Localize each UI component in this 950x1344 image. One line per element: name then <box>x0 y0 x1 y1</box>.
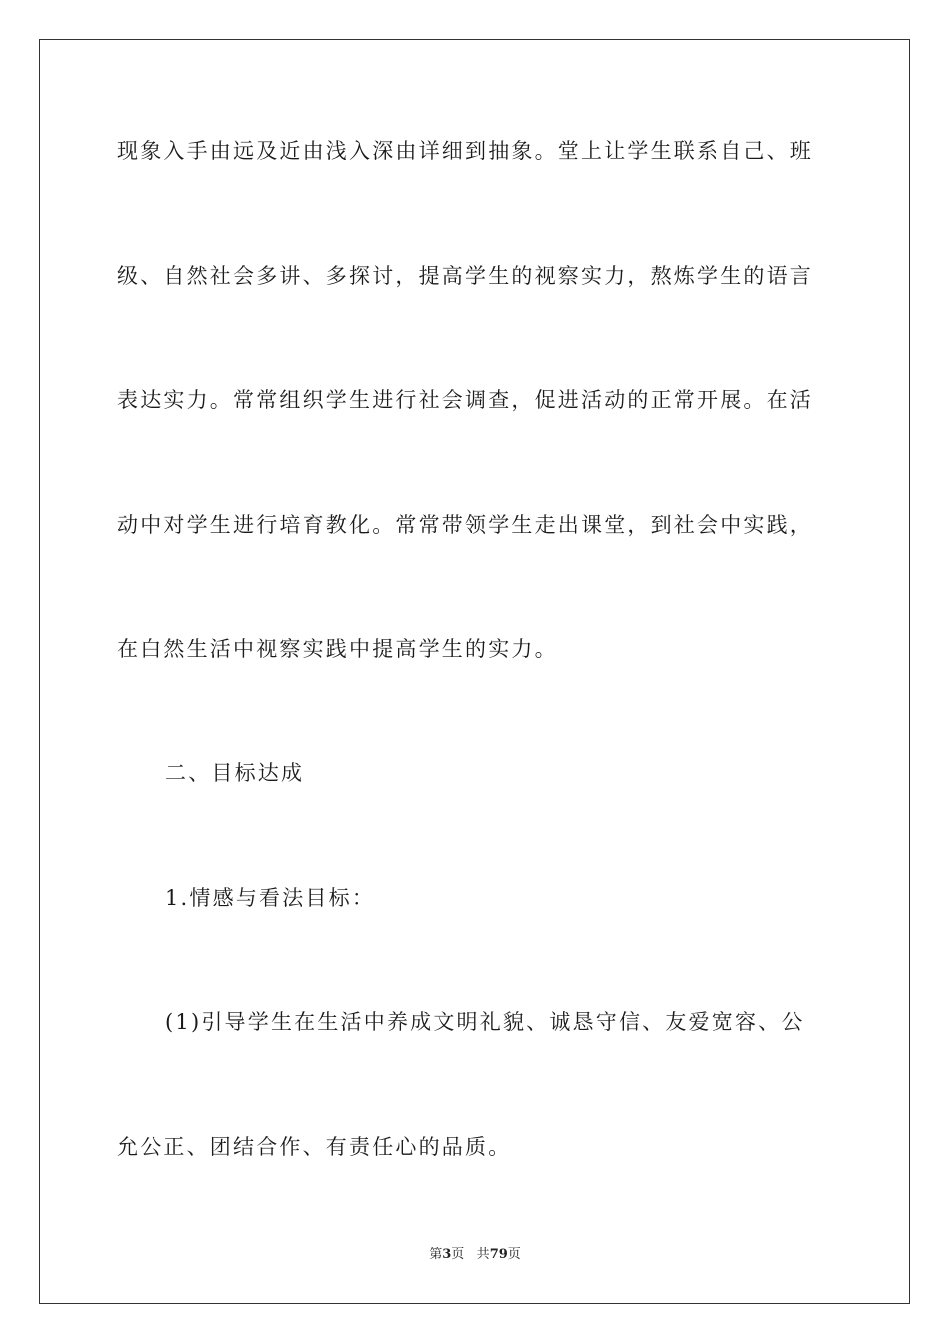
item-line-1: (1)引导学生在生活中养成文明礼貌、诚恳守信、友爱宽容、公 <box>165 1010 805 1034</box>
paragraph-line-3: 表达实力。常常组织学生进行社会调查，促进活动的正常开展。在活 <box>117 388 813 412</box>
paragraph-line-2: 级、自然社会多讲、多探讨，提高学生的视察实力，熬炼学生的语言 <box>117 264 813 288</box>
footer-total-prefix: 共 <box>476 1247 490 1262</box>
section-heading: 二、目标达成 <box>165 761 305 785</box>
item-line-2: 允公正、团结合作、有责任心的品质。 <box>117 1135 512 1159</box>
footer-page-suffix: 页 <box>451 1247 465 1262</box>
paragraph-line-4: 动中对学生进行培育教化。常常带领学生走出课堂，到社会中实践， <box>117 513 813 537</box>
footer-page-prefix: 第 <box>429 1247 443 1262</box>
page-footer <box>0 1246 950 1264</box>
paragraph-line-1: 现象入手由远及近由浅入深由详细到抽象。堂上让学生联系自己、班 <box>117 139 813 163</box>
paragraph-line-5: 在白然生活中视察实践中提高学生的实力。 <box>117 637 558 661</box>
footer-page-number: 3 <box>442 1247 452 1262</box>
subsection-heading: 1.情感与看法目标： <box>165 886 376 910</box>
page-border <box>39 39 910 1304</box>
footer-total-pages: 79 <box>489 1247 508 1262</box>
footer-total-suffix: 页 <box>507 1247 521 1262</box>
